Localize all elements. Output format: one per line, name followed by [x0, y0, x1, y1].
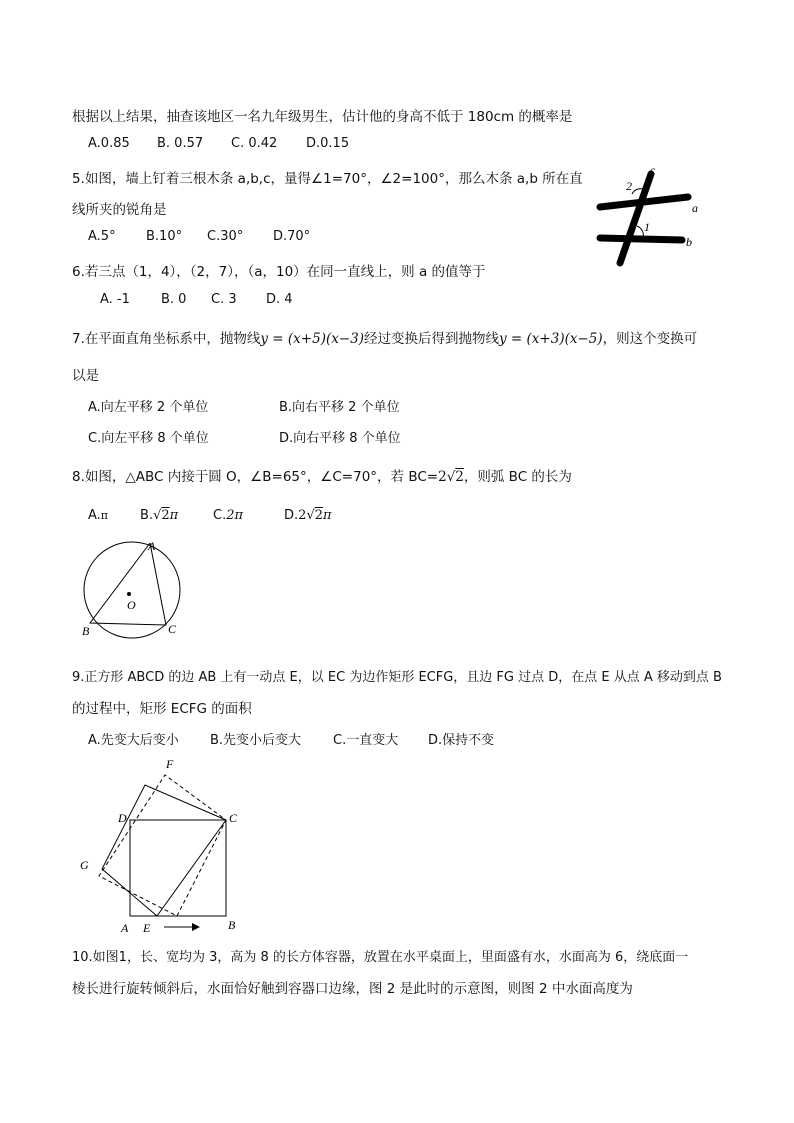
- q5-option-a: A.5°: [88, 229, 116, 244]
- q8-stem: [72, 465, 572, 485]
- q8-option-d-sqrt-sign: √: [306, 508, 315, 523]
- q4-option-b: B. 0.57: [157, 136, 204, 151]
- q7-option-d: D.向右平移 8 个单位: [279, 431, 401, 446]
- q9-rectangle-dashed: [99, 775, 226, 916]
- q5-stem-line2: 线所夹的锐角是: [72, 202, 167, 218]
- q8-option-d-coef: 2: [298, 508, 307, 523]
- q9-rectangle-solid: [102, 785, 226, 916]
- q8-option-b: [140, 508, 178, 523]
- q9-arrow-icon: [192, 923, 200, 931]
- q9-label-a: A: [121, 921, 129, 935]
- q8-center-point: [127, 592, 131, 596]
- q8-label-b: B: [82, 624, 90, 638]
- q8-bc-coef: 2: [438, 469, 447, 485]
- q5-label-a: a: [692, 201, 698, 215]
- q6-option-a: A. -1: [100, 292, 130, 307]
- q9-stem-line2: 的过程中，矩形 ECFG 的面积: [72, 701, 252, 717]
- q8-option-b-letter: B.: [140, 508, 154, 523]
- q8-option-b-pi: π: [169, 508, 179, 523]
- q8-triangle-abc: [90, 543, 166, 625]
- q5-option-c: C.30°: [207, 229, 244, 244]
- q9-option-a: A.先变大后变小: [88, 733, 179, 748]
- q8-option-a: [88, 508, 108, 523]
- q8-option-d-pi: π: [323, 508, 332, 523]
- q4-stem: 根据以上结果，抽查该地区一名九年级男生，估计他的身高不低于 180cm 的概率是: [72, 109, 573, 125]
- q9-label-c: C: [229, 811, 238, 825]
- q9-label-g: G: [80, 858, 89, 872]
- q6-option-b: B. 0: [161, 292, 187, 307]
- q8-stem-suffix: ，则弧 BC 的长为: [463, 469, 572, 485]
- q8-option-b-radicand: 2: [161, 508, 170, 523]
- q9-figure: [74, 752, 249, 937]
- q5-label-1: 1: [644, 220, 650, 234]
- q9-label-e: E: [143, 921, 151, 935]
- q9-square-abcd: [130, 820, 226, 916]
- q7-option-b: B.向右平移 2 个单位: [279, 400, 400, 415]
- q8-label-a: A: [148, 539, 156, 553]
- q8-bc-radicand: 2: [455, 469, 464, 485]
- q8-option-d: [284, 508, 332, 523]
- q8-label-c: C: [168, 622, 177, 636]
- q5-label-c: c: [650, 163, 656, 177]
- q7-middle: 经过变换后得到抛物线: [364, 331, 500, 347]
- q10-stem-line1: 10.如图1，长、宽均为 3，高为 8 的长方体容器，放置在水平桌面上，里面盛有水，水面高为 6，绕底面一: [72, 950, 689, 965]
- q4-option-d: D.0.15: [306, 136, 350, 151]
- q5-stick-c: [620, 174, 651, 263]
- q6-stem: 6.若三点（1，4），（2，7），（a，10）在同一直线上，则 a 的值等于: [72, 264, 486, 280]
- q8-option-a-letter: A.: [88, 508, 101, 523]
- q8-figure: [78, 535, 188, 640]
- q9-option-b: B.先变小后变大: [210, 733, 302, 748]
- q7-suffix: ，则这个变换可: [602, 331, 698, 347]
- q7-option-c: C.向左平移 8 个单位: [88, 431, 209, 446]
- q9-stem-line1: 9.正方形 ABCD 的边 AB 上有一动点 E，以 EC 为边作矩形 ECFG，且边 FG 过点 D，在点 E 从点 A 移动到点 B: [72, 670, 722, 685]
- q7-formula-1: y = (x+5)(x−3): [260, 331, 365, 347]
- q7-stem-line1: [72, 327, 697, 347]
- q7-stem-line2: 以是: [72, 368, 99, 384]
- q7-option-a: A.向左平移 2 个单位: [88, 400, 209, 415]
- q8-label-o: O: [127, 598, 136, 612]
- q5-option-b: B.10°: [146, 229, 183, 244]
- q8-option-c-value: 2π: [226, 508, 244, 523]
- q8-option-d-radicand: 2: [314, 508, 324, 523]
- q9-option-c: C.一直变大: [333, 733, 399, 748]
- q8-option-a-value: π: [100, 509, 109, 522]
- q8-bc-sqrt-sign: √: [446, 469, 456, 485]
- q7-formula-2: y = (x+3)(x−5): [499, 331, 603, 347]
- q7-prefix: 7.在平面直角坐标系中，抛物线: [72, 331, 261, 347]
- q8-option-c: [213, 508, 243, 523]
- q4-option-c: C. 0.42: [231, 136, 278, 151]
- q8-option-c-letter: C.: [213, 508, 227, 523]
- q10-stem-line2: 棱长进行旋转倾斜后，水面恰好触到容器口边缘，图 2 是此时的示意图，则图 2 中水面高度为: [72, 981, 633, 997]
- q6-option-c: C. 3: [211, 292, 237, 307]
- q5-figure: [590, 160, 710, 275]
- q5-label-b: b: [686, 235, 692, 249]
- q5-stick-b: [600, 238, 682, 240]
- q4-option-a: A.0.85: [88, 136, 130, 151]
- q8-option-d-letter: D.: [284, 508, 299, 523]
- q5-stem-line1: 5.如图，墙上钉着三根木条 a,b,c，量得∠1=70°，∠2=100°，那么木条 a,b 所在直: [72, 171, 583, 187]
- q8-option-b-sqrt-sign: √: [153, 508, 162, 523]
- q9-label-d: D: [118, 811, 127, 825]
- q8-stem-prefix: 8.如图，△ABC 内接于圆 O，∠B=65°，∠C=70°，若 BC=: [72, 469, 439, 485]
- q5-label-2: 2: [626, 179, 632, 193]
- q5-option-d: D.70°: [273, 229, 311, 244]
- q6-option-d: D. 4: [266, 292, 293, 307]
- q9-label-f: F: [166, 757, 174, 771]
- q9-option-d: D.保持不变: [428, 733, 495, 748]
- q9-label-b: B: [228, 918, 236, 932]
